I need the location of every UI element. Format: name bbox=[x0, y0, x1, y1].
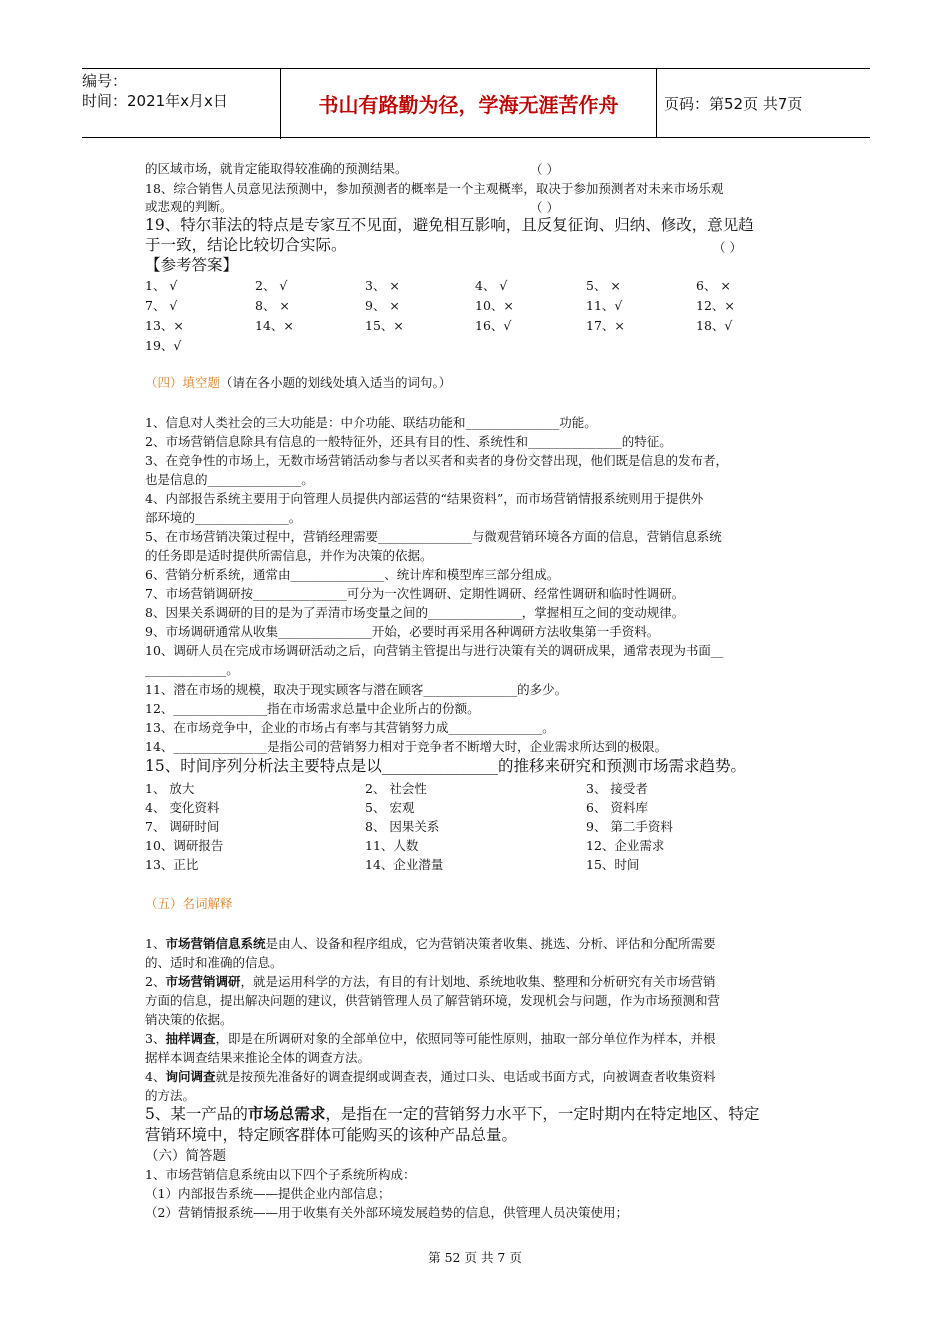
term-keyword: 抽样调查 bbox=[165, 1031, 216, 1046]
judge-line-3: 或悲观的判断。 bbox=[145, 199, 233, 214]
fill-line: 12、_______________指在市场需求总量中企业所占的份额。 bbox=[145, 701, 480, 716]
fill-section-heading bbox=[145, 374, 451, 392]
fill-line: 5、在市场营销决策过程中，营销经理需要_______________与微观营销环境各方面的信息，营销信息系统 bbox=[145, 529, 722, 544]
fill-answer-item: 9、 第二手资料 bbox=[586, 819, 673, 834]
term-3-line-2: 据样本调查结果来推论全体的调查方法。 bbox=[145, 1050, 371, 1065]
fill-answer-item: 6、 资料库 bbox=[586, 800, 648, 815]
judge-line-2: 18、综合销售人员意见法预测中，参加预测者的概率是一个主观概率，取决于参加预测者对未来市场乐观 bbox=[145, 181, 724, 196]
fill-answer-item: 4、 变化资料 bbox=[145, 800, 220, 815]
answers-title: 【参考答案】 bbox=[145, 256, 239, 274]
term-1-line-2: 的、适时和准确的信息。 bbox=[145, 955, 283, 970]
short-section-title: （六）简答题 bbox=[145, 1148, 226, 1164]
term-2-line-2: 方面的信息，提出解决问题的建议，供营销管理人员了解营销环境，发现机会与问题，作为市场预测和营 bbox=[145, 993, 721, 1008]
term-text: ，是指在一定的营销努力水平下，一定时期内在特定地区、特定 bbox=[325, 1105, 760, 1123]
fill-line: _____________。 bbox=[145, 662, 239, 677]
answer-item: 19、√ bbox=[145, 338, 182, 353]
fill-line: 8、因果关系调研的目的是为了弄清市场变量之间的_______________，掌握相互之间的变动规律。 bbox=[145, 605, 685, 620]
page-header bbox=[82, 68, 870, 138]
judge-line-4: 19、特尔菲法的特点是专家互不见面，避免相互影响，且反复征询、归纳、修改，意见趋 bbox=[145, 216, 754, 234]
fill-answer-item: 13、正比 bbox=[145, 857, 199, 872]
answer-item: 12、× bbox=[696, 298, 735, 313]
fill-answer-item: 1、 放大 bbox=[145, 781, 195, 796]
answer-item: 9、 × bbox=[365, 298, 400, 313]
fill-section-title: （四）填空题 bbox=[145, 375, 221, 390]
answer-item: 11、√ bbox=[586, 298, 623, 313]
short-line-1: 1、市场营销信息系统由以下四个子系统所构成： bbox=[145, 1167, 416, 1182]
term-5-line-2: 营销环境中，特定顾客群体可能购买的该种产品总量。 bbox=[145, 1126, 518, 1144]
fill-answer-item: 11、人数 bbox=[365, 838, 419, 853]
judge-line-5: 于一致，结论比较切合实际。 bbox=[145, 236, 347, 254]
fill-line: 2、市场营销信息除具有信息的一般特征外，还具有目的性、系统性和_______________的特征。 bbox=[145, 434, 672, 449]
fill-line: 11、潜在市场的规模，取决于现实顾客与潜在顾客_______________的多少。 bbox=[145, 682, 568, 697]
fill-section-note: （请在各小题的划线处填入适当的词句。） bbox=[220, 375, 452, 390]
fill-answer-item: 3、 接受者 bbox=[586, 781, 648, 796]
answer-item: 15、× bbox=[365, 318, 404, 333]
fill-line: 4、内部报告系统主要用于向管理人员提供内部运营的“结果资料”，而市场营销情报系统则用于提供外 bbox=[145, 491, 704, 506]
term-4-line-2: 的方法。 bbox=[145, 1088, 196, 1103]
short-line-2: （1）内部报告系统——提供企业内部信息； bbox=[145, 1186, 391, 1201]
fill-line: 13、在市场竞争中，企业的市场占有率与其营销努力成_______________。 bbox=[145, 720, 555, 735]
term-4 bbox=[145, 1068, 715, 1086]
time-label: 时间：2021年x月x日 bbox=[82, 92, 228, 110]
answer-item: 2、 √ bbox=[255, 278, 288, 293]
fill-line: 3、在竞争性的市场上，无数市场营销活动参与者以买者和卖者的身份交替出现，他们既是信息的发布者， bbox=[145, 453, 728, 468]
number-label: 编号： bbox=[82, 72, 128, 90]
judge-mark-18: （ ） bbox=[530, 200, 559, 215]
fill-line-15: 15、时间序列分析法主要特点是以_______________的推移来研究和预测市场需求趋势。 bbox=[145, 757, 746, 775]
fill-answer-item: 2、 社会性 bbox=[365, 781, 427, 796]
fill-line: 部环境的_______________。 bbox=[145, 510, 302, 525]
term-3 bbox=[145, 1030, 715, 1048]
term-2-line-3: 销决策的依据。 bbox=[145, 1012, 233, 1027]
answer-item: 17、× bbox=[586, 318, 625, 333]
answer-item: 8、 × bbox=[255, 298, 290, 313]
answer-item: 4、 √ bbox=[475, 278, 508, 293]
term-num: 3、 bbox=[145, 1031, 166, 1046]
fill-answer-item: 10、调研报告 bbox=[145, 838, 224, 853]
judge-mark-17: （ ） bbox=[530, 162, 559, 177]
short-line-3: （2）营销情报系统——用于收集有关外部环境发展趋势的信息，供管理人员决策使用； bbox=[145, 1205, 628, 1220]
fill-line: 6、营销分析系统，通常由_______________、统计库和模型库三部分组成。 bbox=[145, 567, 560, 582]
fill-answer-item: 15、时间 bbox=[586, 857, 640, 872]
term-text: ，即是在所调研对象的全部单位中，依照同等可能性原则，抽取一部分单位作为样本，并根 bbox=[215, 1031, 716, 1046]
term-text: 是由人、设备和程序组成，它为营销决策者收集、挑选、分析、评估和分配所需要 bbox=[265, 936, 716, 951]
header-left-cell bbox=[82, 69, 281, 139]
term-keyword: 询问调查 bbox=[165, 1069, 216, 1084]
term-num: 4、 bbox=[145, 1069, 166, 1084]
fill-line: 也是信息的_______________。 bbox=[145, 472, 314, 487]
term-2 bbox=[145, 973, 715, 991]
judge-line-1: 的区域市场，就肯定能取得较准确的预测结果。 bbox=[145, 161, 408, 176]
page-info: 页码：第52页 共7页 bbox=[664, 94, 803, 113]
terms-section-title: （五）名词解释 bbox=[145, 896, 233, 911]
answer-item: 3、 × bbox=[365, 278, 400, 293]
motto: 书山有路勤为径，学海无涯苦作舟 bbox=[281, 69, 657, 137]
answer-item: 16、√ bbox=[475, 318, 512, 333]
fill-answer-item: 5、 宏观 bbox=[365, 800, 415, 815]
answer-item: 13、× bbox=[145, 318, 184, 333]
term-num: 5、某一产品的 bbox=[145, 1105, 248, 1123]
answer-item: 5、 × bbox=[586, 278, 621, 293]
answer-item: 1、 √ bbox=[145, 278, 178, 293]
fill-answer-item: 8、 因果关系 bbox=[365, 819, 440, 834]
term-5 bbox=[145, 1105, 759, 1123]
fill-line: 14、_______________是指公司的营销努力相对于竞争者不断增大时，企业需求所达到的极限。 bbox=[145, 739, 668, 754]
term-1 bbox=[145, 935, 715, 953]
fill-answer-item: 7、 调研时间 bbox=[145, 819, 220, 834]
page-footer: 第 52 页 共 7 页 bbox=[428, 1250, 522, 1265]
fill-answer-item: 12、企业需求 bbox=[586, 838, 665, 853]
fill-line: 的任务即是适时提供所需信息，并作为决策的依据。 bbox=[145, 548, 433, 563]
answer-item: 14、× bbox=[255, 318, 294, 333]
fill-line: 7、市场营销调研按_______________可分为一次性调研、定期性调研、经常性调研和临时性调研。 bbox=[145, 586, 685, 601]
answer-item: 18、√ bbox=[696, 318, 733, 333]
term-num: 2、 bbox=[145, 974, 166, 989]
judge-mark-19: （ ） bbox=[713, 240, 742, 255]
fill-line: 1、信息对人类社会的三大功能是：中介功能、联结功能和_______________功能。 bbox=[145, 415, 597, 430]
answer-item: 10、× bbox=[475, 298, 514, 313]
term-num: 1、 bbox=[145, 936, 166, 951]
term-text: ，就是运用科学的方法，有目的有计划地、系统地收集、整理和分析研究有关市场营销 bbox=[240, 974, 716, 989]
answer-item: 6、 × bbox=[696, 278, 731, 293]
term-keyword: 市场总需求 bbox=[247, 1104, 326, 1123]
answer-item: 7、 √ bbox=[145, 298, 178, 313]
fill-line: 9、市场调研通常从收集_______________开始，必要时再采用各种调研方法收集第一手资料。 bbox=[145, 624, 660, 639]
fill-line: 10、调研人员在完成市场调研活动之后，向营销主管提出与进行决策有关的调研成果，通常表现为书面__ bbox=[145, 643, 724, 658]
term-keyword: 市场营销信息系统 bbox=[165, 936, 266, 951]
term-text: 就是按预先准备好的调查提纲或调查表，通过口头、电话或书面方式，向被调查者收集资料 bbox=[215, 1069, 716, 1084]
term-keyword: 市场营销调研 bbox=[165, 974, 241, 989]
fill-answer-item: 14、企业潜量 bbox=[365, 857, 444, 872]
